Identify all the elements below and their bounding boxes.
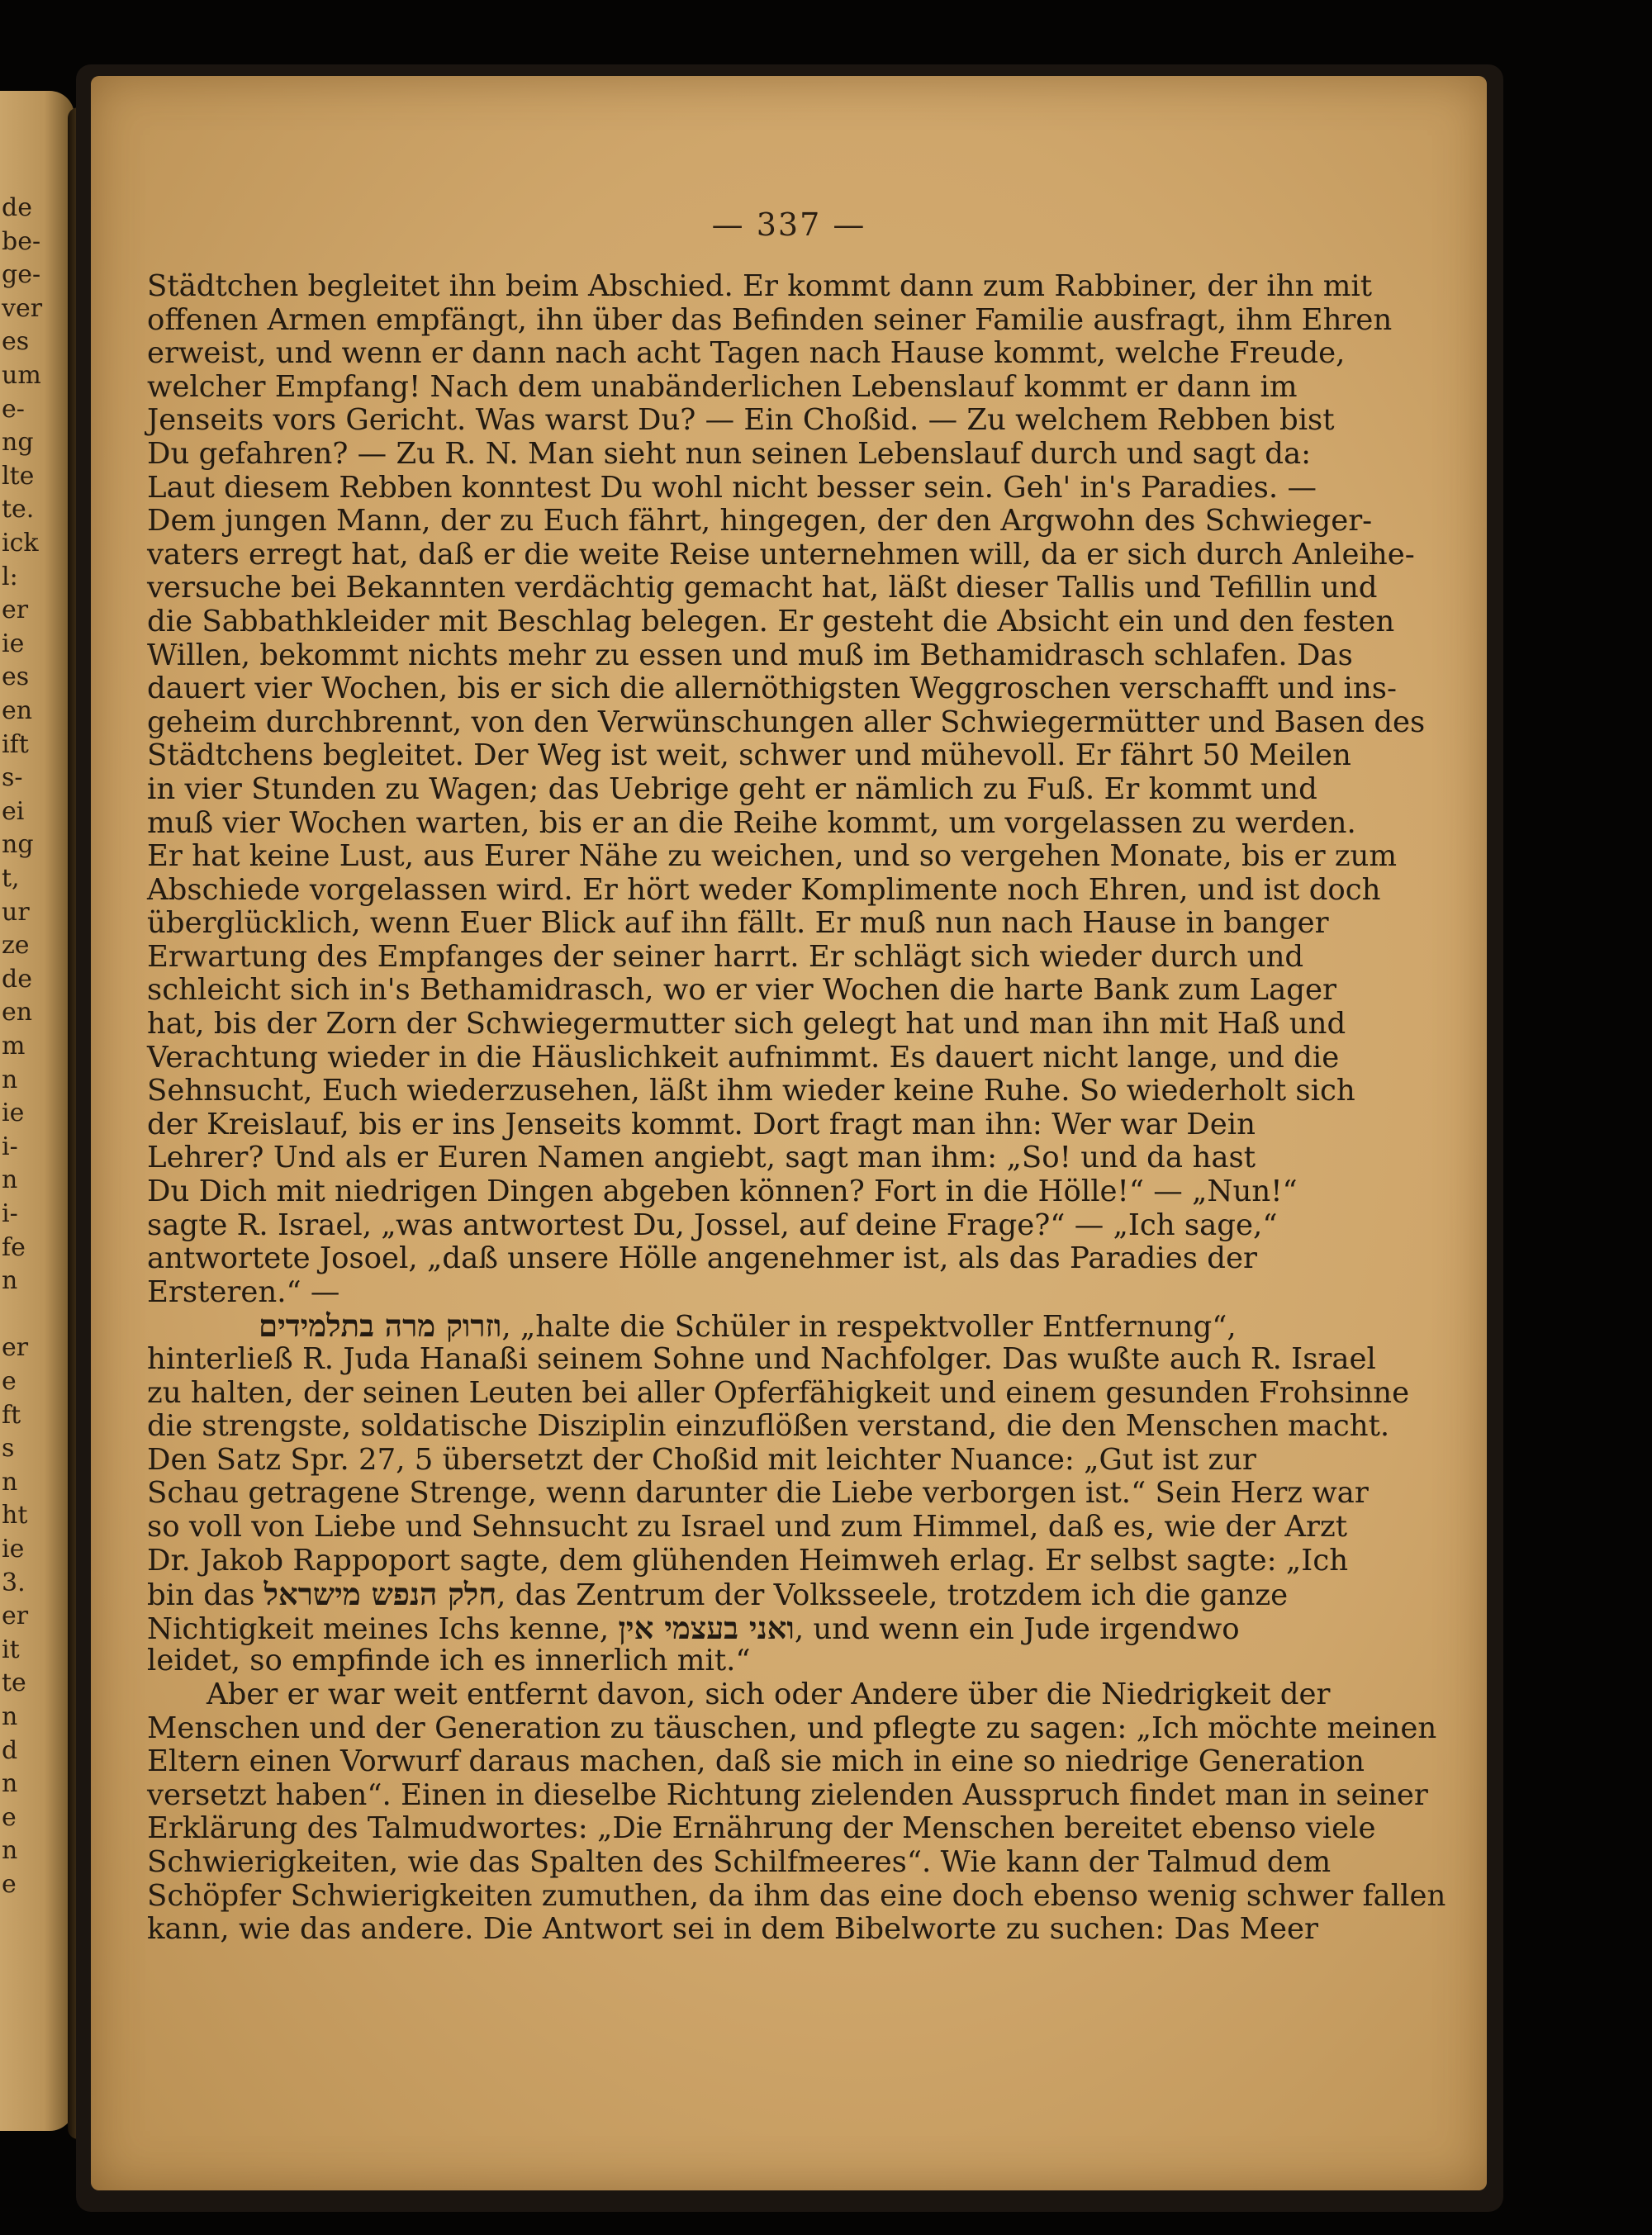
previous-page-fragment: es — [2, 662, 30, 692]
previous-page-fragment: ick — [2, 529, 39, 558]
text-fragment: , „halte die Schüler in respektvoller Entfernung“, — [501, 1310, 1237, 1345]
previous-page-fragment: n — [2, 1065, 18, 1094]
text-line: hat, bis der Zorn der Schwiegermutter sich gelegt hat und man ihn mit Haß und — [147, 1007, 1346, 1042]
previous-page-fragment: d — [2, 1735, 18, 1765]
text-line: Willen, bekommt nichts mehr zu essen und muß im Bethamidrasch schlafen. Das — [147, 638, 1353, 672]
previous-page-fragment: e — [2, 1802, 17, 1832]
text-line: Sehnsucht, Euch wiederzusehen, läßt ihm wieder keine Ruhe. So wiederholt sich — [147, 1074, 1355, 1108]
previous-page-fragment: ver — [2, 293, 43, 323]
previous-page-fragment: it — [2, 1635, 20, 1664]
previous-page-fragment: en — [2, 998, 33, 1027]
text-line: Dr. Jakob Rappoport sagte, dem glühenden Heimweh erlag. Er selbst sagte: „Ich — [147, 1543, 1349, 1578]
previous-page-fragment: n — [2, 1266, 18, 1296]
previous-page-fragment: ift — [2, 729, 29, 759]
previous-page-fragment: be- — [2, 226, 41, 256]
text-line: Eltern einen Vorwurf daraus machen, daß sie mich in eine so niedrige Generation — [147, 1744, 1365, 1779]
previous-page-fragment: lte — [2, 461, 35, 491]
hebrew-phrase: חלק הנפש מישראל — [263, 1576, 497, 1613]
previous-page-fragment: t, — [2, 864, 20, 893]
text-line-hebrew-quote — [147, 1309, 1256, 1343]
text-line: Laut diesem Rebben konntest Du wohl nicht besser sein. Geh' in's Paradies. — — [147, 470, 1317, 505]
text-line: schleicht sich in's Bethamidrasch, wo er vier Wochen die harte Bank zum Lager — [147, 973, 1336, 1008]
previous-page-fragment: ur — [2, 897, 30, 927]
previous-page-fragment: de — [2, 193, 32, 222]
text-line: Ersteren.“ — — [147, 1274, 340, 1309]
previous-page-fragment: ei — [2, 796, 25, 826]
previous-page-fragment: er — [2, 1333, 29, 1363]
previous-page-fragment: en — [2, 696, 33, 725]
previous-page-fragment: 3. — [2, 1568, 26, 1597]
text-line: Jenseits vors Gericht. Was warst Du? — Ein Choßid. — Zu welchem Rebben bist — [147, 403, 1335, 438]
previous-page-fragment: n — [2, 1836, 18, 1866]
text-line: hinterließ R. Juda Hanaßi seinem Sohne und Nachfolger. Das wußte auch R. Israel — [147, 1342, 1376, 1376]
text-line-hebrew-3 — [147, 1611, 1256, 1645]
book-page — [91, 76, 1487, 2190]
text-line: Du gefahren? — Zu R. N. Man sieht nun seinen Lebenslauf durch und sagt da: — [147, 436, 1312, 471]
previous-page-fragment: ng — [2, 830, 34, 860]
text-line: zu halten, der seinen Leuten bei aller Opferfähigkeit und einem gesunden Frohsinne — [147, 1375, 1410, 1410]
text-line: leidet, so empfinde ich es innerlich mit.“ — [147, 1644, 751, 1678]
text-line: die strengste, soldatische Disziplin einzuflößen verstand, die den Menschen macht. — [147, 1409, 1390, 1444]
previous-page-fragment: ie — [2, 629, 25, 658]
text-line: der Kreislauf, bis er ins Jenseits kommt. Dort fragt man ihn: Wer war Dein — [147, 1107, 1256, 1141]
text-line: versetzt haben“. Einen in dieselbe Richtung zielenden Ausspruch findet man in seiner — [147, 1777, 1428, 1812]
previous-page-fragment: l: — [2, 562, 18, 591]
previous-page-fragment: i- — [2, 1132, 18, 1161]
text-line: welcher Empfang! Nach dem unabänderlichen Lebenslauf kommt er dann im — [147, 369, 1298, 404]
previous-page-fragment: ze — [2, 931, 30, 961]
previous-page-fragment: n — [2, 1769, 18, 1799]
previous-page-fragment: m — [2, 1032, 26, 1061]
previous-page-fragment: n — [2, 1702, 18, 1731]
text-line: Du Dich mit niedrigen Dingen abgeben können? Fort in die Hölle!“ — „Nun!“ — [147, 1174, 1298, 1209]
previous-page-fragment: s- — [2, 763, 23, 793]
text-line: sagte R. Israel, „was antwortest Du, Jossel, auf deine Frage?“ — „Ich sage,“ — [147, 1208, 1278, 1242]
hebrew-phrase: ואני בעצמי אין — [618, 1609, 795, 1646]
hebrew-phrase: וזרוק מרה בתלמידים — [259, 1307, 502, 1345]
previous-page-fragment: de — [2, 964, 32, 994]
previous-page-fragment: s — [2, 1434, 15, 1464]
previous-page-fragment: ie — [2, 1535, 25, 1564]
text-line: Aber er war weit entfernt davon, sich oder Andere über die Niedrigkeit der — [206, 1677, 1331, 1711]
text-line: Lehrer? Und als er Euren Namen angiebt, sagt man ihm: „So! und da hast — [147, 1141, 1256, 1175]
previous-page-fragment: ie — [2, 1099, 25, 1128]
text-line: Er hat keine Lust, aus Eurer Nähe zu weichen, und so vergehen Monate, bis er zum — [147, 839, 1398, 874]
text-line: muß vier Wochen warten, bis er an die Reihe kommt, um vorgelassen zu werden. — [147, 805, 1356, 840]
text-line: Städtchen begleitet ihn beim Abschied. Er kommt dann zum Rabbiner, der ihn mit — [147, 269, 1373, 303]
previous-page-fragment: ft — [2, 1400, 21, 1430]
previous-page-fragment: e- — [2, 394, 25, 424]
text-line: versuche bei Bekannten verdächtig gemacht hat, läßt dieser Tallis und Tefillin und — [147, 571, 1378, 605]
previous-page-fragment: i- — [2, 1199, 18, 1228]
previous-page-fragment: e — [2, 1367, 17, 1396]
text-line: Erklärung des Talmudwortes: „Die Ernährung der Menschen bereitet ebenso viele — [147, 1811, 1376, 1846]
previous-page-fragment: um — [2, 361, 41, 390]
previous-page-fragment: ht — [2, 1501, 28, 1530]
previous-page-fragment: ge- — [2, 260, 41, 290]
text-fragment: bin das — [147, 1578, 255, 1613]
previous-page-fragment: n — [2, 1467, 18, 1497]
text-line: Schwierigkeiten, wie das Spalten des Schilfmeeres“. Wie kann der Talmud dem — [147, 1844, 1332, 1879]
previous-page-fragment: e — [2, 1870, 17, 1899]
text-fragment: Nichtigkeit meines Ichs kenne, — [147, 1611, 610, 1646]
previous-page-fragment: ng — [2, 428, 34, 458]
text-line: Schau getragene Strenge, wenn darunter die Liebe verborgen ist.“ Sein Herz war — [147, 1476, 1369, 1511]
page-number: — 337 — — [711, 206, 866, 243]
text-line: Verachtung wieder in die Häuslichkeit aufnimmt. Es dauert nicht lange, und die — [147, 1040, 1340, 1075]
text-line: dauert vier Wochen, bis er sich die allernöthigsten Weggroschen verschafft und ins- — [147, 671, 1397, 706]
text-line: in vier Stunden zu Wagen; das Uebrige geht er nämlich zu Fuß. Er kommt und — [147, 771, 1317, 806]
previous-page-fragment: te. — [2, 495, 35, 524]
text-line-hebrew-2 — [147, 1576, 1289, 1613]
text-line: Schöpfer Schwierigkeiten zumuthen, da ihm das eine doch ebenso wenig schwer fallen — [147, 1878, 1446, 1913]
previous-page-fragment: es — [2, 327, 30, 357]
previous-page-fragment: n — [2, 1165, 18, 1195]
text-line: die Sabbathkleider mit Beschlag belegen. Er gesteht die Absicht ein und den festen — [147, 604, 1395, 638]
text-line: offenen Armen empfängt, ihn über das Befinden seiner Familie ausfragt, ihm Ehren — [147, 302, 1393, 337]
previous-page-fragment: te — [2, 1668, 26, 1698]
text-fragment: , und wenn ein Jude irgendwo — [794, 1611, 1240, 1646]
previous-page-fragment: er — [2, 596, 29, 625]
previous-page-fragment: er — [2, 1602, 29, 1631]
text-line: erweist, und wenn er dann nach acht Tagen nach Hause kommt, welche Freude, — [147, 336, 1346, 371]
text-line: Dem jungen Mann, der zu Euch fährt, hingegen, der den Argwohn des Schwieger- — [147, 504, 1373, 539]
text-line: kann, wie das andere. Die Antwort sei in dem Bibelworte zu suchen: Das Meer — [147, 1912, 1318, 1947]
text-line: Menschen und der Generation zu täuschen, und pflegte zu sagen: „Ich möchte meinen — [147, 1711, 1437, 1745]
text-line: Abschiede vorgelassen wird. Er hört weder Komplimente noch Ehren, und ist doch — [147, 872, 1381, 907]
previous-page-fragment — [2, 1298, 51, 1331]
text-fragment: , das Zentrum der Volksseele, trotzdem ich die ganze — [496, 1578, 1289, 1613]
text-line: Den Satz Spr. 27, 5 übersetzt der Choßid mit leichter Nuance: „Gut ist zur — [147, 1442, 1256, 1477]
text-line: antwortete Josoel, „daß unsere Hölle angenehmer ist, als das Paradies der — [147, 1241, 1257, 1276]
text-line: Erwartung des Empfanges der seiner harrt. Er schlägt sich wieder durch und — [147, 939, 1304, 974]
text-line: so voll von Liebe und Sehnsucht zu Israel und zum Himmel, daß es, wie der Arzt — [147, 1509, 1347, 1544]
text-line: vaters erregt hat, daß er die weite Reise unternehmen will, da er sich durch Anleihe- — [147, 537, 1415, 572]
previous-page — [0, 91, 74, 2131]
previous-page-fragment: fe — [2, 1232, 26, 1262]
text-line: geheim durchbrennt, von den Verwünschungen aller Schwiegermütter und Basen des — [147, 705, 1426, 739]
text-line: Städtchens begleitet. Der Weg ist weit, schwer und mühevoll. Er fährt 50 Meilen — [147, 738, 1351, 773]
page-body — [147, 269, 1446, 1947]
text-line: überglücklich, wenn Euer Blick auf ihn fällt. Er muß nun nach Hause in banger — [147, 906, 1329, 941]
